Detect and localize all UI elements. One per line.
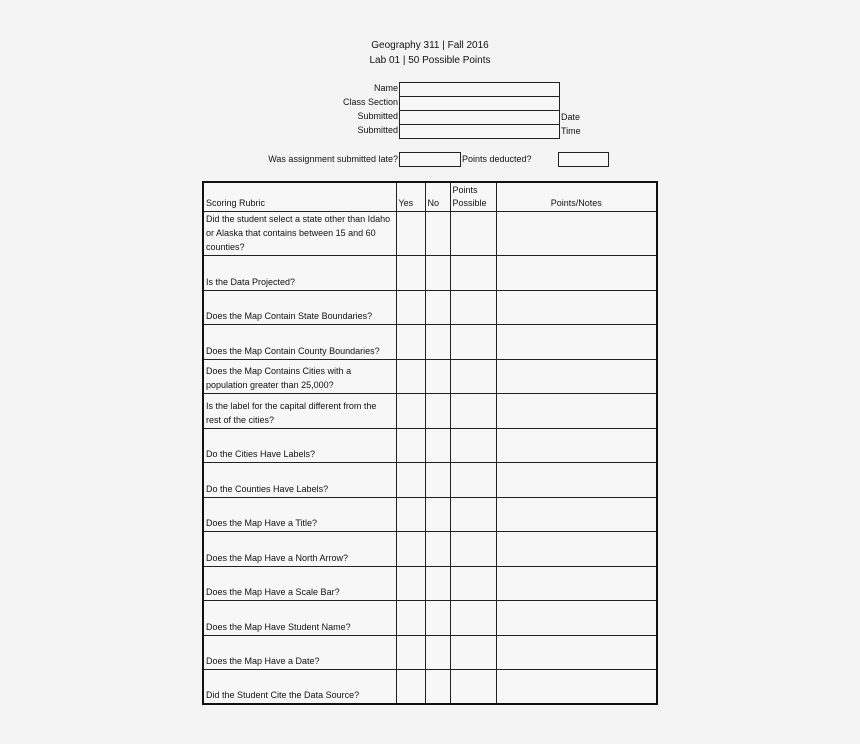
points-deducted-label: Points deducted? [462,154,532,164]
table-row [203,600,657,635]
no-cell[interactable] [425,211,450,255]
no-cell[interactable] [425,290,450,324]
yes-cell[interactable] [396,669,425,704]
notes-cell[interactable] [496,531,657,566]
notes-cell[interactable] [496,290,657,324]
no-cell[interactable] [425,669,450,704]
table-row [203,211,657,255]
table-row [203,531,657,566]
no-cell[interactable] [425,497,450,531]
yes-cell[interactable] [396,428,425,462]
notes-cell[interactable] [496,566,657,600]
points-possible-cell[interactable] [450,635,496,669]
late-field[interactable] [399,152,461,167]
time-suffix: Time [561,126,581,136]
late-label: Was assignment submitted late? [268,154,398,164]
col-header-points-possible: Points Possible [450,182,496,211]
criterion-cell: Does the Map Have a Date? [203,635,396,669]
notes-cell[interactable] [496,669,657,704]
criterion-cell: Does the Map Have a North Arrow? [203,531,396,566]
points-possible-cell[interactable] [450,359,496,393]
criterion-cell: Do the Cities Have Labels? [203,428,396,462]
table-row [203,290,657,324]
notes-cell[interactable] [496,497,657,531]
notes-cell[interactable] [496,211,657,255]
criterion-cell: Did the student select a state other than Idaho or Alaska that contains between 15 and 60 counties? [203,211,396,255]
table-row [203,324,657,359]
table-header-row [203,182,657,211]
criterion-cell: Does the Map Have Student Name? [203,600,396,635]
criterion-cell: Does the Map Contain County Boundaries? [203,324,396,359]
name-field[interactable] [399,82,560,97]
no-cell[interactable] [425,462,450,497]
table-row [203,393,657,428]
no-cell[interactable] [425,566,450,600]
criterion-cell: Is the Data Projected? [203,255,396,290]
yes-cell[interactable] [396,290,425,324]
points-possible-cell[interactable] [450,290,496,324]
points-possible-cell[interactable] [450,324,496,359]
col-header-points-notes: Points/Notes [496,182,657,211]
scoring-rubric-table [202,181,658,705]
notes-cell[interactable] [496,600,657,635]
points-possible-cell[interactable] [450,600,496,635]
no-cell[interactable] [425,324,450,359]
criterion-cell: Does the Map Have a Title? [203,497,396,531]
criterion-cell: Does the Map Have a Scale Bar? [203,566,396,600]
notes-cell[interactable] [496,255,657,290]
yes-cell[interactable] [396,393,425,428]
points-deducted-field[interactable] [558,152,609,167]
submitted-date-field[interactable] [399,110,560,125]
no-cell[interactable] [425,255,450,290]
yes-cell[interactable] [396,462,425,497]
no-cell[interactable] [425,600,450,635]
notes-cell[interactable] [496,428,657,462]
yes-cell[interactable] [396,324,425,359]
yes-cell[interactable] [396,497,425,531]
lab-title: Lab 01 | 50 Possible Points [369,55,491,66]
criterion-cell: Did the Student Cite the Data Source? [203,669,396,704]
yes-cell[interactable] [396,255,425,290]
col-header-no: No [425,182,450,211]
notes-cell[interactable] [496,359,657,393]
submitted-date-label: Submitted [357,111,398,121]
table-row [203,428,657,462]
notes-cell[interactable] [496,462,657,497]
col-header-rubric: Scoring Rubric [203,182,396,211]
yes-cell[interactable] [396,600,425,635]
table-row [203,669,657,704]
submitted-time-field[interactable] [399,124,560,139]
date-suffix: Date [561,112,581,122]
yes-cell[interactable] [396,635,425,669]
points-possible-cell[interactable] [450,428,496,462]
points-possible-cell[interactable] [450,462,496,497]
points-possible-cell[interactable] [450,393,496,428]
points-possible-cell[interactable] [450,497,496,531]
points-possible-cell[interactable] [450,255,496,290]
criterion-cell: Do the Counties Have Labels? [203,462,396,497]
no-cell[interactable] [425,428,450,462]
submitted-time-label: Submitted [357,125,398,135]
points-possible-cell[interactable] [450,211,496,255]
criterion-cell: Does the Map Contains Cities with a population greater than 25,000? [203,359,396,393]
points-possible-cell[interactable] [450,669,496,704]
class-section-label: Class Section [342,97,398,107]
course-title: Geography 311 | Fall 2016 [371,40,489,51]
criterion-cell: Does the Map Contain State Boundaries? [203,290,396,324]
yes-cell[interactable] [396,359,425,393]
class-section-field[interactable] [399,96,560,111]
no-cell[interactable] [425,393,450,428]
yes-cell[interactable] [396,211,425,255]
yes-cell[interactable] [396,566,425,600]
yes-cell[interactable] [396,531,425,566]
notes-cell[interactable] [496,393,657,428]
table-row [203,566,657,600]
criterion-cell: Is the label for the capital different from the rest of the cities? [203,393,396,428]
name-label: Name [373,83,398,93]
no-cell[interactable] [425,531,450,566]
table-row [203,635,657,669]
notes-cell[interactable] [496,324,657,359]
table-row [203,255,657,290]
table-row [203,359,657,393]
points-possible-cell[interactable] [450,531,496,566]
notes-cell[interactable] [496,635,657,669]
points-possible-cell[interactable] [450,566,496,600]
table-row [203,462,657,497]
no-cell[interactable] [425,635,450,669]
no-cell[interactable] [425,359,450,393]
col-header-yes: Yes [396,182,425,211]
table-row [203,497,657,531]
